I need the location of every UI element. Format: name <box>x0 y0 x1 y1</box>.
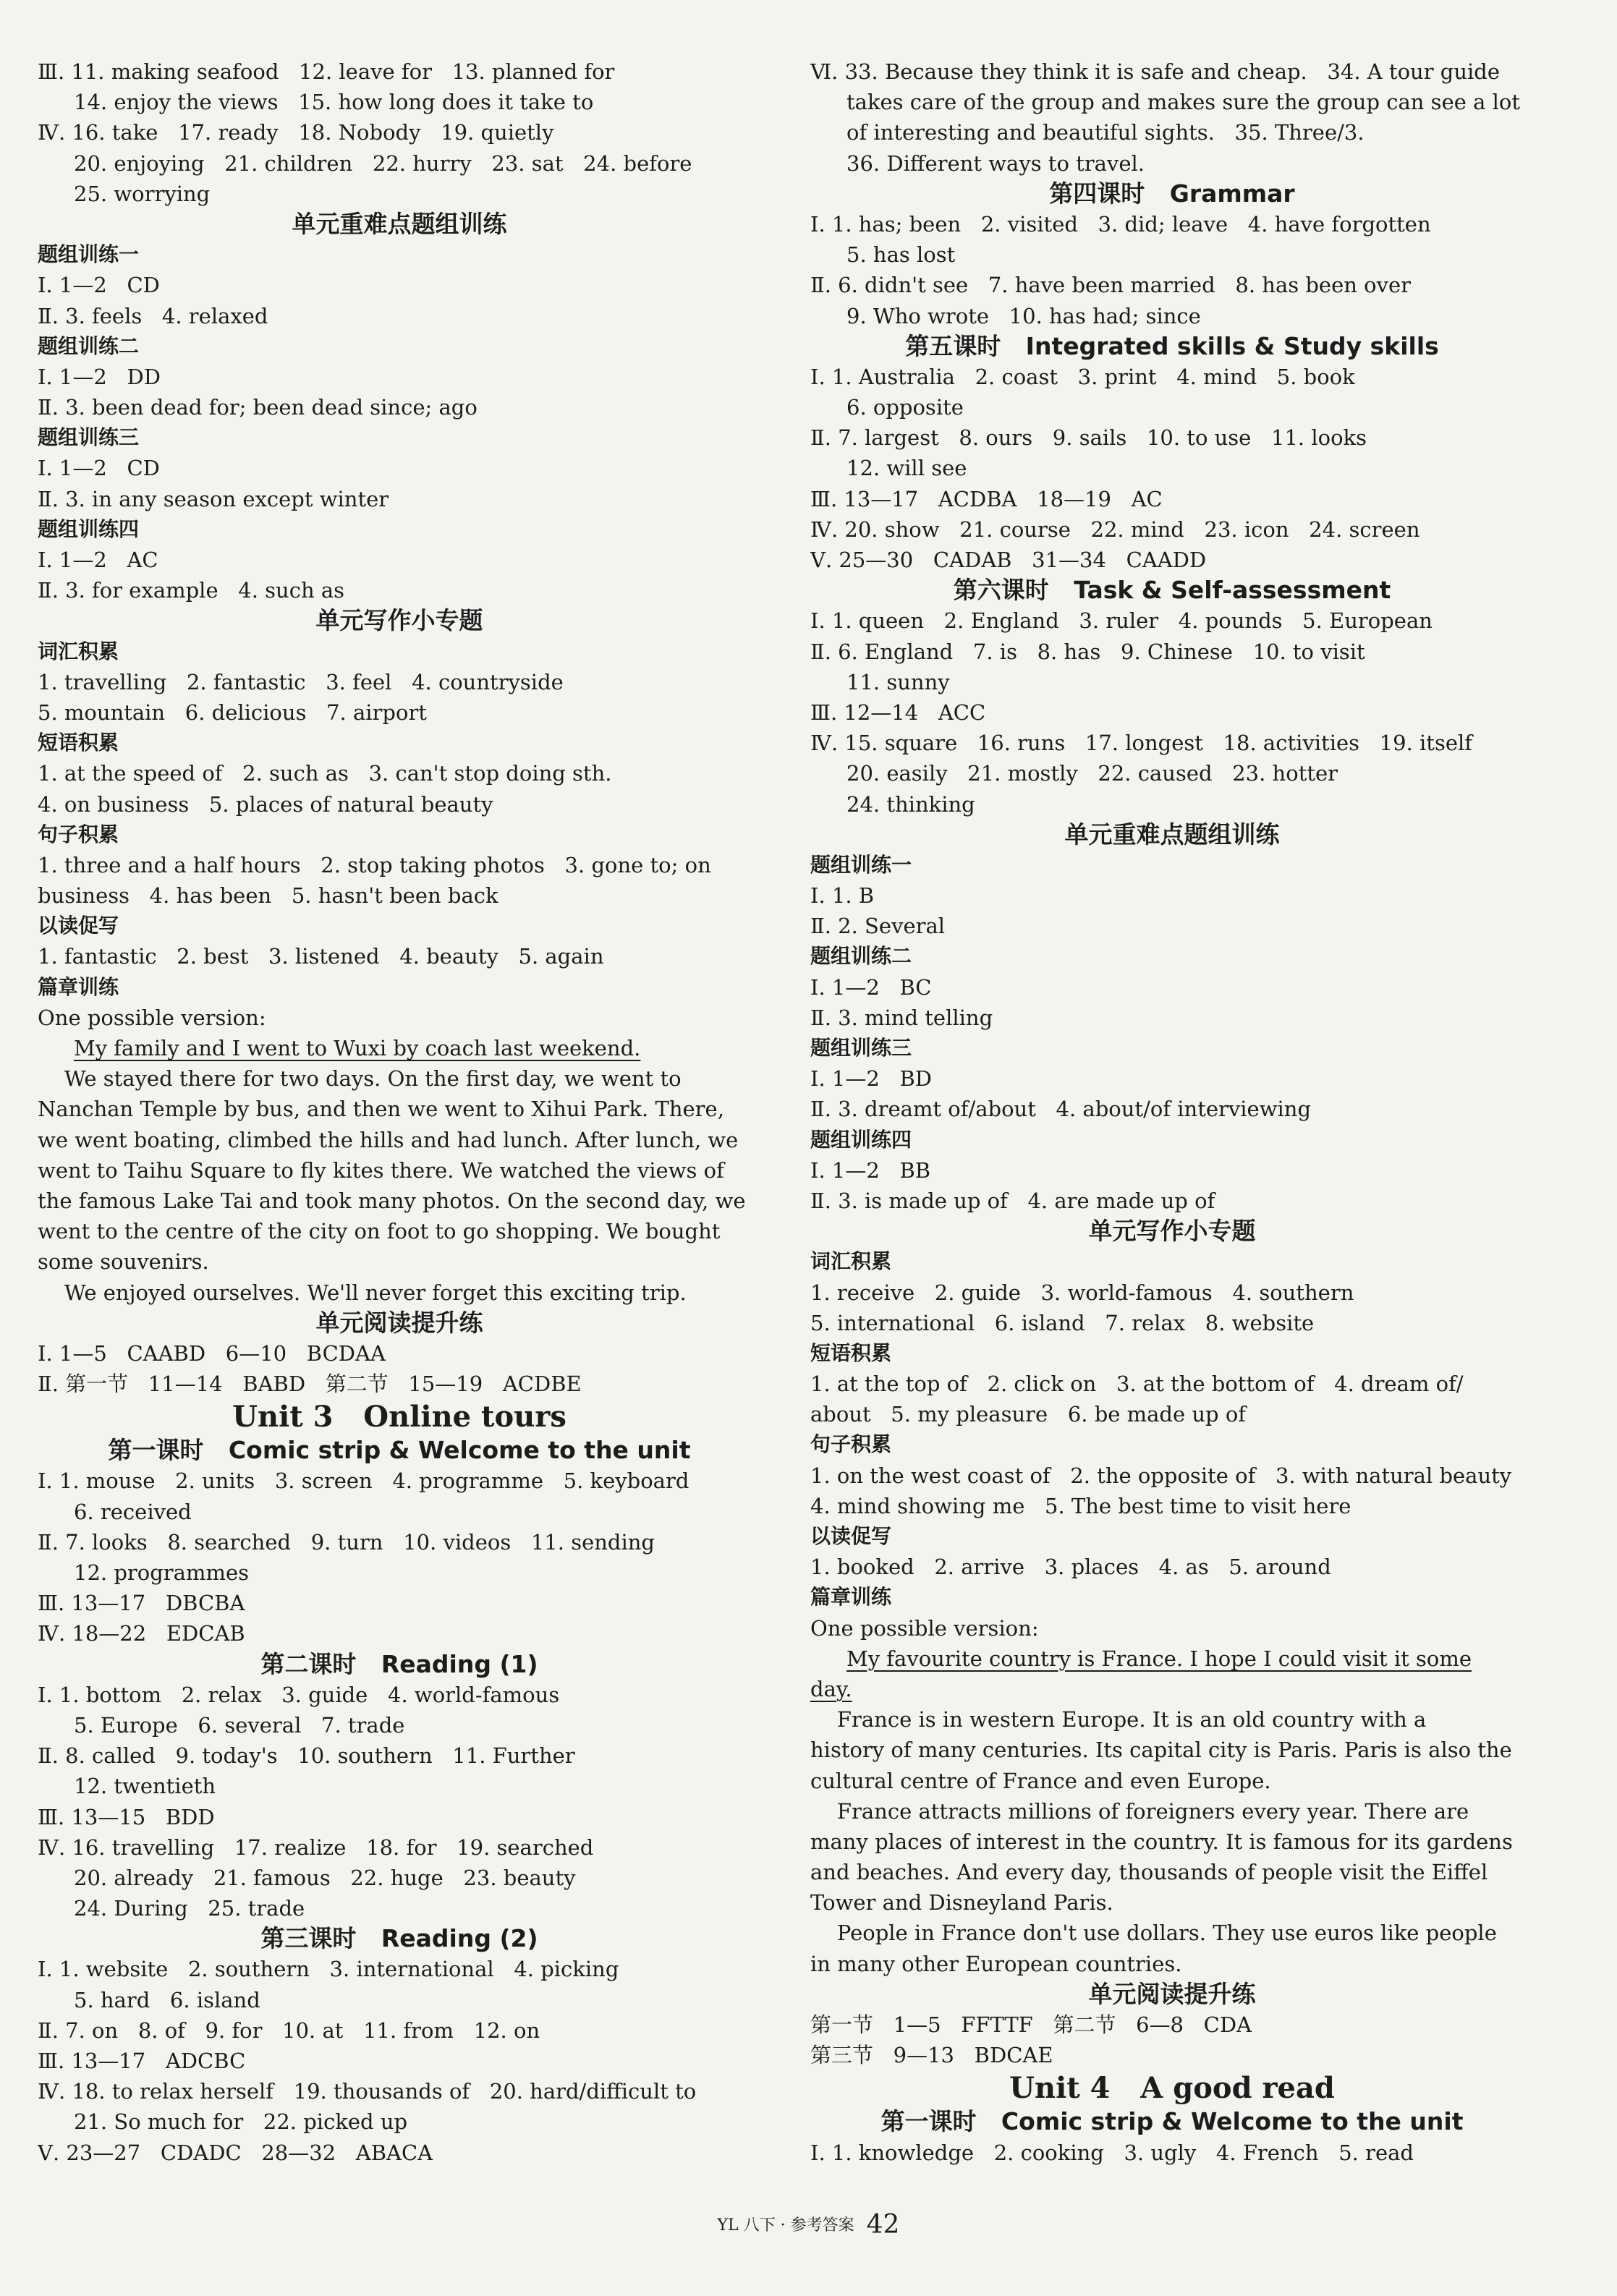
answer-line: Ⅰ. 1. bottom 2. relax 3. guide 4. world-famous <box>38 1682 560 1707</box>
answer-line: 9. Who wrote 10. has had; since <box>846 303 1201 328</box>
page-footer <box>0 2211 1617 2240</box>
unit-title: Unit 3 Online tours <box>232 1400 566 1434</box>
answer-line: Ⅰ. 1. mouse 2. units 3. screen 4. programme 5. keyboard <box>38 1468 689 1494</box>
answer-line: 4. on business 5. places of natural beauty <box>38 791 493 817</box>
answer-line: of interesting and beautiful sights. 35. Three/3. <box>846 120 1365 145</box>
answer-line: Ⅴ. 25—30 CADAB 31—34 CAADD <box>810 548 1207 572</box>
subsection-label: 题组训练一 <box>810 852 912 877</box>
answer-line: 5. has lost <box>846 242 956 268</box>
answer-line: Ⅰ. 1—2 BD <box>810 1066 933 1092</box>
answer-line: 1. on the west coast of 2. the opposite of 3. with natural beauty <box>810 1463 1512 1488</box>
answer-line: Ⅰ. 1. Australia 2. coast 3. print 4. mind 5. book <box>810 364 1355 389</box>
answer-line: Ⅲ. 12—14 ACC <box>810 700 986 725</box>
answer-line: Ⅰ. 1—2 BC <box>810 974 932 1000</box>
answer-line: Tower and Disneyland Paris. <box>810 1890 1113 1916</box>
subsection-label: 题组训练四 <box>38 516 140 541</box>
subsection-label: 题组训练四 <box>810 1127 912 1152</box>
answer-line: takes care of the group and makes sure the group can see a lot <box>846 90 1521 115</box>
answer-line: 5. Europe 6. several 7. trade <box>74 1712 405 1738</box>
answer-line: some souvenirs. <box>38 1249 209 1275</box>
answer-line: Ⅱ. 3. been dead for; been dead since; ago <box>38 395 478 420</box>
subsection-label: 句子积累 <box>810 1432 892 1457</box>
left-column <box>38 56 761 2168</box>
subsection-label: 短语积累 <box>38 731 119 755</box>
answer-line: and beaches. And every day, thousands of people visit the Eiffel <box>810 1860 1488 1885</box>
subsection-label: 题组训练三 <box>38 425 140 450</box>
answer-line: Ⅲ. 13—17 ACDBA 18—19 AC <box>810 486 1163 511</box>
answer-line: Ⅲ. 13—15 BDD <box>38 1804 215 1829</box>
answer-line: many places of interest in the country. It is famous for its gardens <box>810 1829 1513 1854</box>
answer-line: 1. booked 2. arrive 3. places 4. as 5. around <box>810 1555 1331 1580</box>
lesson-heading: 第一课时 Comic strip & Welcome to the unit <box>880 2107 1464 2136</box>
answer-line: Ⅱ. 7. on 8. of 9. for 10. at 11. from 12. on <box>38 2017 540 2043</box>
answer-line: Ⅰ. 1—2 DD <box>38 364 161 389</box>
answer-line: in many other European countries. <box>810 1951 1182 1976</box>
answer-line: 5. mountain 6. delicious 7. airport <box>38 700 427 725</box>
subsection-label: 以读促写 <box>38 914 119 938</box>
answer-line: Ⅱ. 2. Several <box>810 914 946 939</box>
answer-line: 1. fantastic 2. best 3. listened 4. beauty 5. again <box>38 944 604 969</box>
answer-line: business 4. has been 5. hasn't been back <box>38 883 498 909</box>
answer-line: 36. Different ways to travel. <box>846 150 1145 176</box>
answer-line: Ⅱ. 6. England 7. is 8. has 9. Chinese 10. to visit <box>810 639 1365 664</box>
lesson-heading: 第二课时 Reading (1) <box>260 1649 538 1678</box>
answer-line: Ⅰ. 1—5 CAABD 6—10 BCDAA <box>38 1340 386 1366</box>
answer-line: 1. three and a half hours 2. stop taking photos 3. gone to; on <box>38 852 711 877</box>
subsection-label: 词汇积累 <box>810 1249 892 1274</box>
subsection-label: 篇章训练 <box>38 974 119 999</box>
answer-line: went to the centre of the city on foot to go shopping. We bought <box>38 1219 721 1244</box>
answer-line: 24. thinking <box>846 791 975 817</box>
answer-line: One possible version: <box>38 1005 266 1030</box>
answer-line: 12. programmes <box>74 1560 249 1585</box>
answer-line: Ⅱ. 3. dreamt of/about 4. about/of interviewing <box>810 1097 1312 1122</box>
right-column <box>810 56 1534 2168</box>
answer-line: Nanchan Temple by bus, and then we went to Xihui Park. There, <box>38 1097 724 1122</box>
answer-line: 5. international 6. island 7. relax 8. website <box>810 1310 1315 1335</box>
answer-line: 25. worrying <box>74 181 211 206</box>
subsection-label: 词汇积累 <box>38 639 119 663</box>
answer-line: went to Taihu Square to fly kites there. We watched the views of <box>38 1157 724 1183</box>
answer-line: Ⅲ. 11. making seafood 12. leave for 13. planned for <box>38 59 615 84</box>
answer-line: 14. enjoy the views 15. how long does it take to <box>74 90 594 115</box>
answer-line: France attracts millions of foreigners every year. There are <box>810 1798 1469 1824</box>
lesson-heading: 第六课时 Task & Self-assessment <box>953 576 1391 605</box>
subsection-label: 题组训练一 <box>38 242 140 267</box>
subsection-label: 篇章训练 <box>810 1585 892 1610</box>
answer-line: 20. already 21. famous 22. huge 23. beauty <box>74 1865 576 1890</box>
subsection-label: 题组训练三 <box>810 1036 912 1060</box>
answer-line: Ⅱ. 7. largest 8. ours 9. sails 10. to use 11. looks <box>810 425 1367 451</box>
answer-line: 20. easily 21. mostly 22. caused 23. hotter <box>846 761 1338 786</box>
answer-line: Ⅵ. 33. Because they think it is safe and cheap. 34. A tour guide <box>810 59 1501 84</box>
answer-line: 21. So much for 22. picked up <box>74 2109 408 2135</box>
answer-line: Ⅳ. 20. show 21. course 22. mind 23. icon 24. screen <box>810 516 1420 542</box>
answer-line: 1. at the top of 2. click on 3. at the bottom of 4. dream of/ <box>810 1372 1464 1397</box>
answer-line: cultural centre of France and even Europe. <box>810 1768 1271 1793</box>
answer-line: 第三节 9—13 BDCAE <box>810 2043 1053 2068</box>
answer-line: we went boating, climbed the hills and had lunch. After lunch, we <box>38 1127 739 1152</box>
answer-line: Ⅰ. 1—2 BB <box>810 1157 931 1183</box>
answer-line: We enjoyed ourselves. We'll never forget this exciting trip. <box>38 1280 687 1305</box>
answer-line: history of many centuries. Its capital city is Paris. Paris is also the <box>810 1738 1512 1763</box>
answer-line: Ⅱ. 6. didn't see 7. have been married 8. has been over <box>810 273 1411 298</box>
essay-title-line: day. <box>810 1676 852 1701</box>
answer-line: Ⅱ. 3. mind telling <box>810 1005 993 1030</box>
subsection-label: 题组训练二 <box>38 333 140 358</box>
answer-line: 6. received <box>74 1499 192 1524</box>
answer-line: Ⅰ. 1. has; been 2. visited 3. did; leave 4. have forgotten <box>810 211 1431 237</box>
section-heading: 单元写作小专题 <box>1088 1217 1256 1246</box>
answer-line: 12. twentieth <box>74 1774 216 1799</box>
section-heading: 单元重难点题组训练 <box>1064 820 1280 849</box>
answer-line: Ⅱ. 3. in any season except winter <box>38 486 389 511</box>
answer-line: Ⅰ. 1—2 CD <box>38 273 160 298</box>
answer-line: Ⅲ. 13—17 ADCBC <box>38 2049 246 2073</box>
section-heading: 单元阅读提升练 <box>315 1308 483 1337</box>
section-heading: 单元重难点题组训练 <box>292 209 507 238</box>
answer-line: Ⅰ. 1. knowledge 2. cooking 3. ugly 4. French 5. read <box>810 2140 1414 2165</box>
answer-line: Ⅲ. 13—17 DBCBA <box>38 1591 245 1616</box>
essay-title-line: My family and I went to Wuxi by coach last weekend. <box>74 1036 641 1060</box>
subsection-label: 短语积累 <box>810 1340 892 1365</box>
answer-line: 1. at the speed of 2. such as 3. can't stop doing sth. <box>38 761 612 786</box>
answer-line: 第一节 1—5 FFTTF 第二节 6—8 CDA <box>810 2012 1252 2037</box>
answer-line: Ⅱ. 3. feels 4. relaxed <box>38 303 268 328</box>
lesson-heading: 第一课时 Comic strip & Welcome to the unit <box>108 1436 691 1465</box>
answer-line: Ⅱ. 7. looks 8. searched 9. turn 10. videos 11. sending <box>38 1529 655 1555</box>
page-number: 42 <box>866 2210 900 2240</box>
essay-title-line: My favourite country is France. I hope I could visit it some <box>846 1646 1472 1671</box>
answer-line: Ⅳ. 16. travelling 17. realize 18. for 19. searched <box>38 1834 594 1860</box>
answer-line: Ⅱ. 3. for example 4. such as <box>38 578 345 603</box>
answer-line: Ⅰ. 1. queen 2. England 3. ruler 4. pounds 5. European <box>810 608 1433 634</box>
lesson-heading: 第四课时 Grammar <box>1049 179 1295 208</box>
answer-line: 4. mind showing me 5. The best time to visit here <box>810 1493 1351 1518</box>
answer-line: Ⅳ. 18—22 EDCAB <box>38 1621 245 1646</box>
answer-line: One possible version: <box>810 1615 1039 1641</box>
answer-line: Ⅰ. 1. B <box>810 883 875 909</box>
answer-line: Ⅳ. 18. to relax herself 19. thousands of 20. hard/difficult to <box>38 2079 697 2104</box>
subsection-label: 题组训练二 <box>810 944 912 969</box>
answer-line: 6. opposite <box>846 395 964 420</box>
answer-line: 5. hard 6. island <box>74 1987 260 2012</box>
subsection-label: 句子积累 <box>38 822 119 846</box>
answer-line: We stayed there for two days. On the first day, we went to <box>38 1066 682 1092</box>
section-heading: 单元阅读提升练 <box>1088 1979 1256 2008</box>
answer-line: 11. sunny <box>846 669 950 694</box>
answer-line: Ⅳ. 15. square 16. runs 17. longest 18. activities 19. itself <box>810 731 1473 756</box>
answer-line: Ⅰ. 1. website 2. southern 3. international 4. picking <box>38 1957 619 1982</box>
answer-line: about 5. my pleasure 6. be made up of <box>810 1402 1247 1427</box>
answer-line: 1. travelling 2. fantastic 3. feel 4. countryside <box>38 669 564 694</box>
unit-title: Unit 4 A good read <box>1009 2071 1335 2106</box>
answer-line: Ⅴ. 23—27 CDADC 28—32 ABACA <box>38 2140 433 2165</box>
section-heading: 单元写作小专题 <box>315 606 483 635</box>
answer-line: Ⅰ. 1—2 CD <box>38 456 160 481</box>
lesson-heading: 第五课时 Integrated skills & Study skills <box>905 331 1439 360</box>
answer-line: 20. enjoying 21. children 22. hurry 23. sat 24. before <box>74 150 692 176</box>
answer-line: 24. During 25. trade <box>74 1896 305 1921</box>
answer-line: Ⅱ. 第一节 11—14 BABD 第二节 15—19 ACDBE <box>38 1372 582 1397</box>
subsection-label: 以读促写 <box>810 1524 892 1548</box>
answer-line: Ⅱ. 8. called 9. today's 10. southern 11. Further <box>38 1743 575 1769</box>
answer-line: Ⅰ. 1—2 AC <box>38 548 158 572</box>
answer-line: Ⅱ. 3. is made up of 4. are made up of <box>810 1188 1215 1213</box>
answer-line: the famous Lake Tai and took many photos. On the second day, we <box>38 1188 746 1213</box>
footer-label: YL 八下 · 参考答案 <box>717 2216 854 2235</box>
answer-line: People in France don't use dollars. They use euros like people <box>810 1921 1497 1946</box>
lesson-heading: 第三课时 Reading (2) <box>260 1924 538 1953</box>
answer-line: Ⅳ. 16. take 17. ready 18. Nobody 19. quietly <box>38 120 554 145</box>
answer-line: 1. receive 2. guide 3. world-famous 4. southern <box>810 1280 1354 1305</box>
answer-line: 12. will see <box>846 456 967 481</box>
answer-line: France is in western Europe. It is an old country with a <box>810 1707 1427 1732</box>
